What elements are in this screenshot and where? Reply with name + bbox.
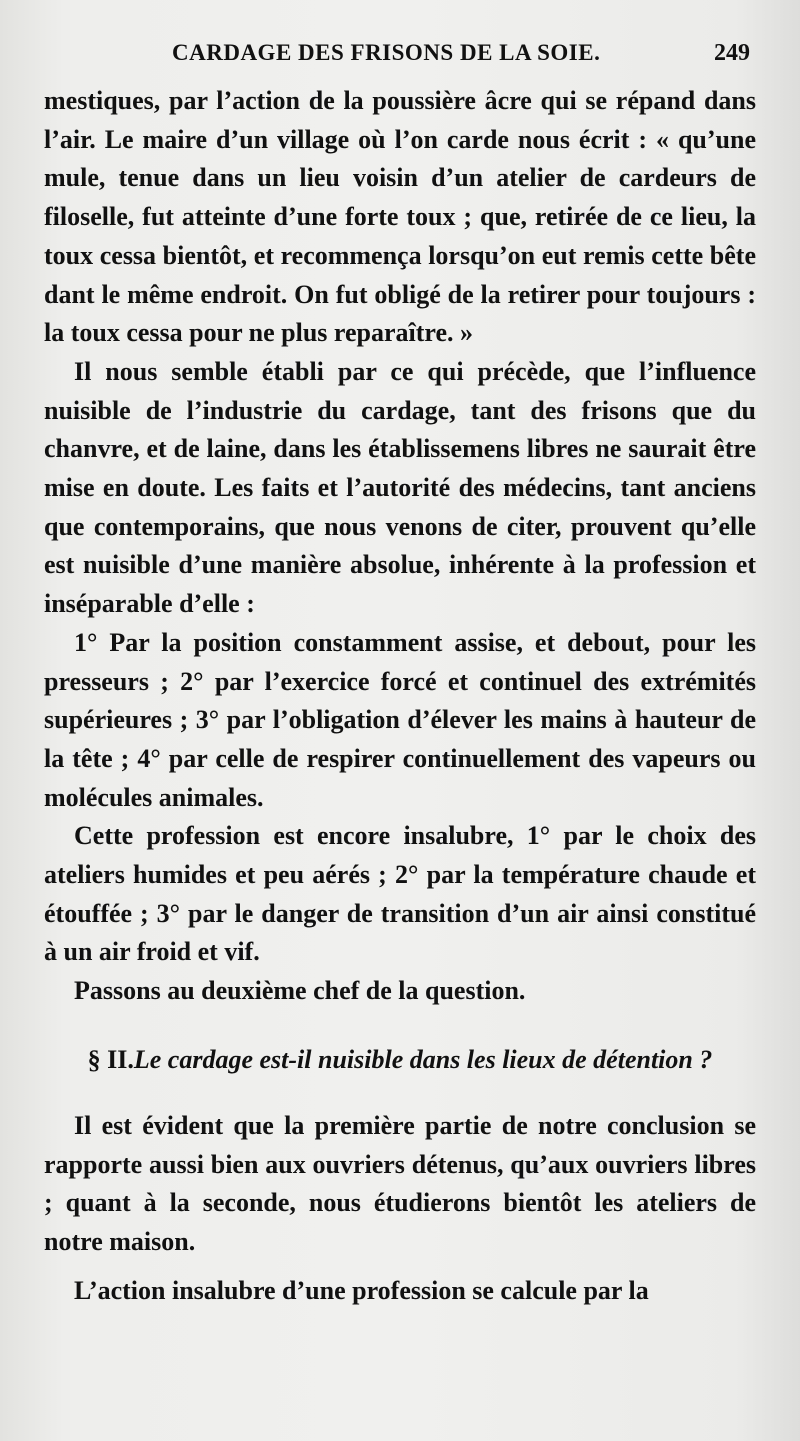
paragraph-numbered-list: 1° Par la position constamment assise, et debout, pour les presseurs ; 2° par l’exercice forcé et continuel des extrémités supérieures ; 3° par l’obligation d’élever les mains à hauteur de la tête ; 4° par celle de respirer continuellement des vapeurs ou molécules animales. [44, 627, 756, 812]
paragraph-gap [44, 1262, 756, 1272]
section-heading [44, 1041, 756, 1079]
paragraph: Passons au deuxième chef de la question. [74, 976, 526, 1006]
paragraph: Cette profession est encore insalubre, 1° par le choix des ateliers humides et peu aérés ; 2° par la température chaude et étouffée ; 3° par le danger de transition d’un air ainsi constitué à un air froid et vif. [44, 821, 756, 967]
page-header [44, 38, 756, 78]
paragraph-continues: L’action insalubre d’une profession se calcule par la [74, 1275, 649, 1305]
section-number: § II. [87, 1044, 134, 1074]
paragraph: Il est évident que la première partie de notre conclusion se rapporte aussi bien aux ouvriers détenus, qu’aux ouvriers libres ; quant à la seconde, nous étudierons bientôt les ateliers de notre maison. [44, 1110, 756, 1256]
running-title: CARDAGE DES FRISONS DE LA SOIE. [172, 40, 601, 65]
body-text [44, 82, 756, 1310]
section-title: Le cardage est-il nuisible dans les lieux de détention ? [133, 1044, 713, 1074]
paragraph: Il nous semble établi par ce qui précède, que l’influence nuisible de l’industrie du cardage, tant des frisons que du chanvre, et de laine, dans les établissemens libres ne saurait être mise en doute. Les faits et l’autorité des médecins, tant anciens que contemporains, que nous venons de citer, prouvent qu’elle est nuisible d’une manière absolue, inhérente à la profession et inséparable d’elle : [44, 356, 756, 619]
page-number: 249 [714, 40, 750, 66]
paragraph-continued: mestiques, par l’action de la poussière âcre qui se répand dans l’air. Le maire d’un village où l’on carde nous écrit : « qu’une mule, tenue dans un lieu voisin d’un atelier de cardeurs de filoselle, fut atteinte d’une forte toux ; que, retirée de ce lieu, la toux cessa bientôt, et recommença lorsqu’on eut remis cette bête dant le même endroit. On fut obligé de la retirer pour toujours : la toux cessa pour ne plus reparaître. » [44, 86, 756, 348]
